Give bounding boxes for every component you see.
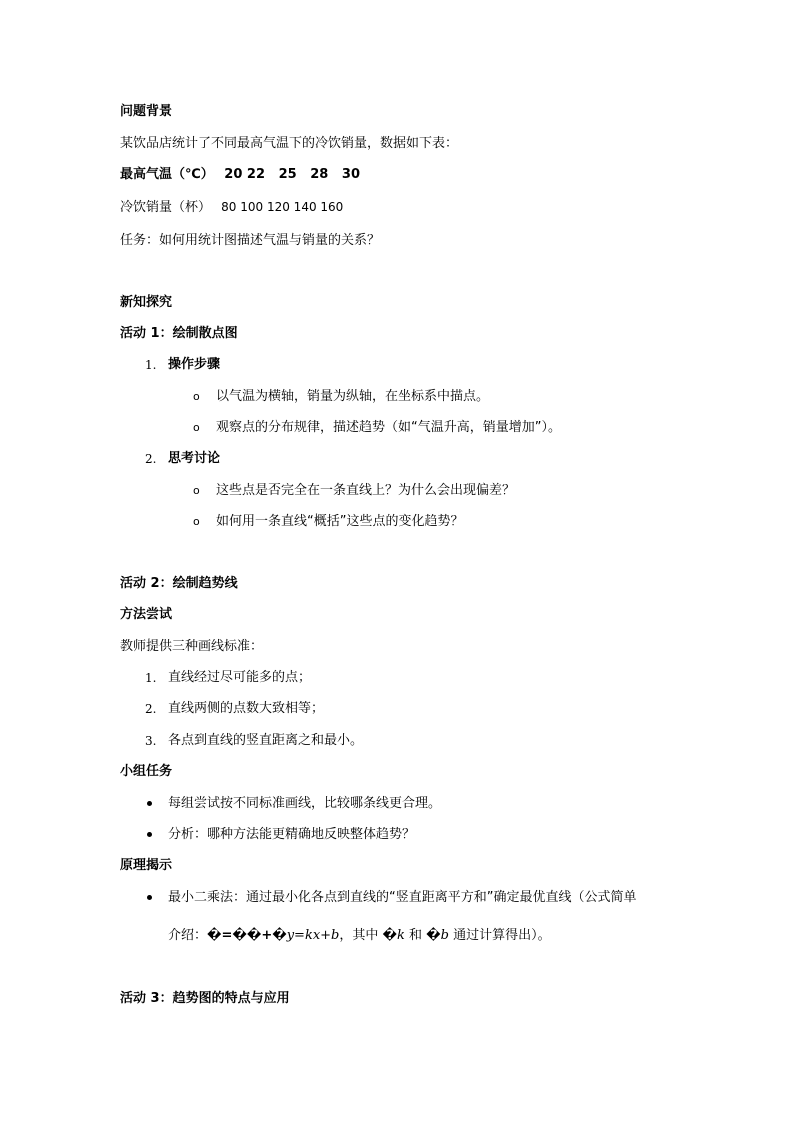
formula-text: y=kx+b xyxy=(286,928,340,943)
list-number: 1. xyxy=(145,358,157,372)
and-text: 和 xyxy=(404,928,427,943)
list-item-steps-label: 操作步骤 xyxy=(168,357,221,372)
task-paragraph: 任务：如何用统计图描述气温与销量的关系？ xyxy=(120,233,381,248)
b-garbled: � xyxy=(426,928,441,943)
principle-line-1: 最小二乘法：通过最小化各点到直线的“竖直距离平方和”确定最优直线（公式简单 xyxy=(168,890,637,905)
temperature-row xyxy=(120,166,360,184)
sales-values: 80 100 120 140 160 xyxy=(221,200,344,214)
circle-bullet: o xyxy=(193,390,200,403)
standard-item: 直线两侧的点数大致相等； xyxy=(168,701,325,716)
formula-garbled: �=��+� xyxy=(207,928,287,943)
bullet-dot xyxy=(147,895,152,900)
circle-bullet: o xyxy=(193,515,200,528)
principle-line-2 xyxy=(168,927,551,945)
intro-paragraph: 某饮品店统计了不同最高气温下的冷饮销量，数据如下表： xyxy=(120,136,459,151)
circle-bullet: o xyxy=(193,421,200,434)
principle-title: 原理揭示 xyxy=(120,858,173,873)
activity2-title: 活动 2：绘制趋势线 xyxy=(120,576,238,591)
sub-list-item: 如何用一条直线“概括”这些点的变化趋势？ xyxy=(216,514,464,529)
principle-end-text: 通过计算得出）。 xyxy=(448,928,551,943)
list-number: 3. xyxy=(145,734,157,748)
k-variable: k xyxy=(397,928,405,943)
standard-item: 直线经过尽可能多的点； xyxy=(168,670,312,685)
principle-where-text: ，其中 xyxy=(339,928,383,943)
section-title-explore: 新知探究 xyxy=(120,295,173,310)
activity3-title: 活动 3：趋势图的特点与应用 xyxy=(120,991,290,1006)
sub-list-item: 以气温为横轴，销量为纵轴，在坐标系中描点。 xyxy=(216,389,490,404)
method-title: 方法尝试 xyxy=(120,607,173,622)
method-intro: 教师提供三种画线标准： xyxy=(120,639,264,654)
sales-row xyxy=(120,198,343,217)
section-title-background: 问题背景 xyxy=(120,104,173,119)
temperature-label: 最高气温（℃） xyxy=(120,167,214,182)
sub-list-item: 这些点是否完全在一条直线上？为什么会出现偏差？ xyxy=(216,483,516,498)
k-garbled: � xyxy=(382,928,397,943)
list-item-discussion-label: 思考讨论 xyxy=(168,451,221,466)
list-number: 2. xyxy=(145,702,157,716)
temperature-values: 20 22 25 28 30 xyxy=(224,167,360,182)
bullet-item: 分析：哪种方法能更精确地反映整体趋势？ xyxy=(168,827,416,842)
bullet-item: 每组尝试按不同标准画线，比较哪条线更合理。 xyxy=(168,796,442,811)
activity1-title: 活动 1：绘制散点图 xyxy=(120,326,238,341)
bullet-dot xyxy=(147,832,152,837)
group-task-title: 小组任务 xyxy=(120,764,173,779)
bullet-dot xyxy=(147,801,152,806)
circle-bullet: o xyxy=(193,484,200,497)
principle-intro-text: 介绍： xyxy=(168,928,208,943)
list-number: 1. xyxy=(145,671,157,685)
sub-list-item: 观察点的分布规律，描述趋势（如“气温升高，销量增加”）。 xyxy=(216,420,561,435)
b-variable: b xyxy=(440,928,449,943)
standard-item: 各点到直线的竖直距离之和最小。 xyxy=(168,733,364,748)
list-number: 2. xyxy=(145,452,157,466)
sales-label: 冷饮销量（杯） xyxy=(120,200,212,215)
